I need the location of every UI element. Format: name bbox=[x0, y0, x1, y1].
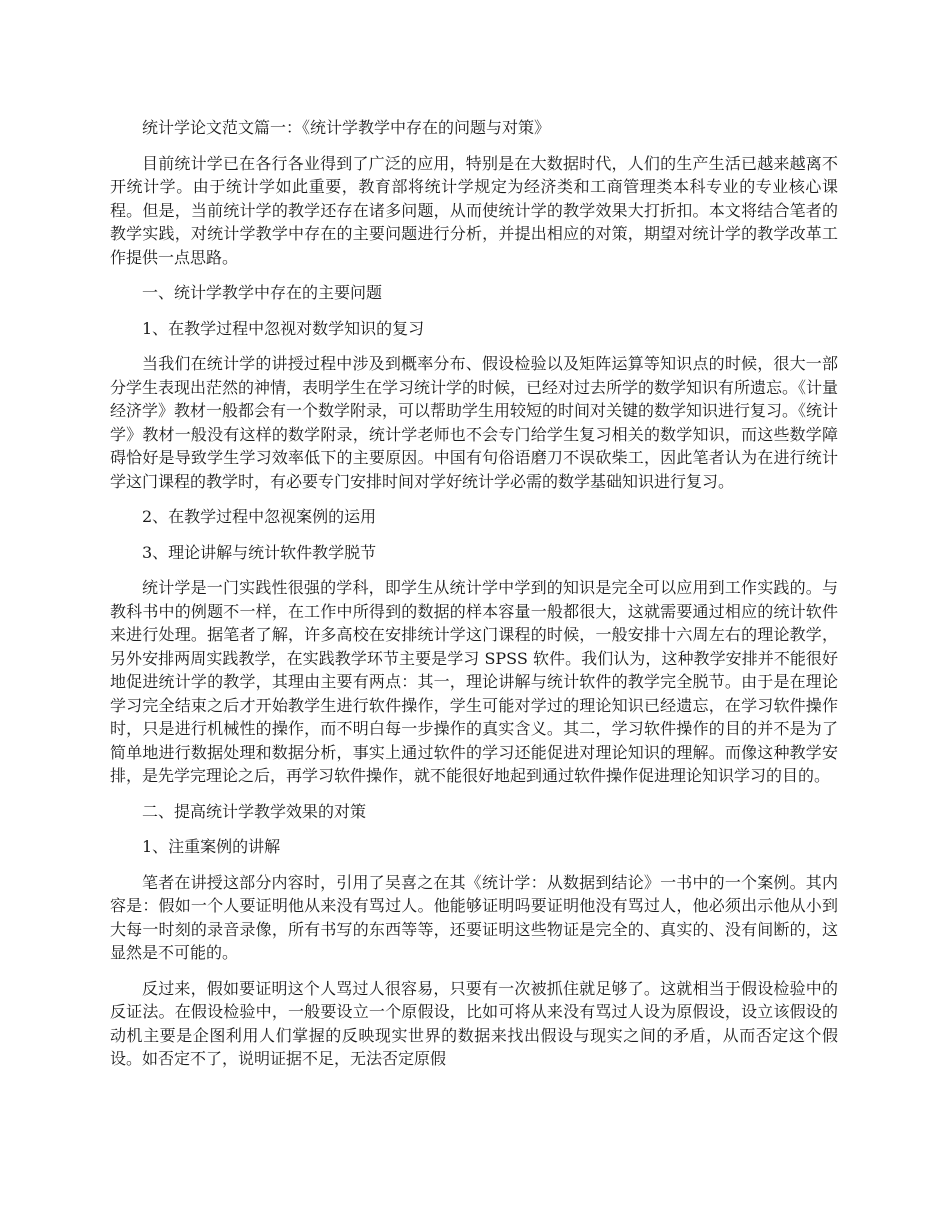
subsection-heading: 1、注重案例的讲解 bbox=[142, 837, 281, 856]
section-heading: 一、统计学教学中存在的主要问题 bbox=[142, 283, 383, 302]
body-paragraph: 反过来，假如要证明这个人骂过人很容易，只要有一次被抓住就足够了。这就相当于假设检验中的反证法。在假设检验中，一般要设立一个原假设，比如可将从来没有骂过人设为原假设，设立该假设的动机主要是企图利用人们掌握的反映现实世界的数据来找出假设与现实之间的矛盾，从而否定这个假设。如否定不了，说明证据不足，无法否定原假 bbox=[110, 978, 838, 1068]
subsection-heading: 1、在教学过程中忽视对数学知识的复习 bbox=[142, 318, 425, 338]
body-paragraph: 统计学是一门实践性很强的学科，即学生从统计学中学到的知识是完全可以应用到工作实践的。与教科书中的例题不一样，在工作中所得到的数据的样本容量一般都很大，这就需要通过相应的统计软件来进行处理。据笔者了解，许多高校在安排统计学这门课程的时候，一般安排十六周左右的理论教学，另外安排两周实践教学，在实践教学环节主要是学习 SPSS 软件。我们认为，这种教学安排并不能很好地促进统计学的教学，其理由主要有两点：其一，理论讲解与统计软件的教学完全脱节。由于是在理论学习完全结束之后才开始教学生进行软件操作，学生可能对学过的理论知识已经遗忘，在学习软件操作时，只是进行机械性的操作，而不明白每一步操作的真实含义。其二，学习软件操作的目的并不是为了简单地进行数据处理和数据分析，事实上通过软件的学习还能促进对理论知识的理解。而像这种教学安排，是先学完理论之后，再学习软件操作，就不能很好地起到通过软件操作促进理论知识学习的目的。 bbox=[110, 578, 838, 785]
body-paragraph: 当我们在统计学的讲授过程中涉及到概率分布、假设检验以及矩阵运算等知识点的时候，很大一部分学生表现出茫然的神情，表明学生在学习统计学的时候，已经对过去所学的数学知识有所遗忘。《计量经济学》教材一般都会有一个数学附录，可以帮助学生用较短的时间对关键的数学知识进行复习。《统计学》教材一般没有这样的数学附录，统计学老师也不会专门给学生复习相关的数学知识，而这些数学障碍恰好是导致学生学习效率低下的主要原因。中国有句俗语磨刀不误砍柴工，因此笔者认为在进行统计学这门课程的教学时，有必要专门安排时间对学好统计学必需的数学基础知识进行复习。 bbox=[110, 354, 839, 491]
document-body bbox=[110, 116, 838, 1083]
subsection-heading: 2、在教学过程中忽视案例的运用 bbox=[142, 507, 377, 526]
section-heading: 二、提高统计学教学效果的对策 bbox=[142, 801, 367, 821]
body-paragraph: 笔者在讲授这部分内容时，引用了吴喜之在其《统计学：从数据到结论》一书中的一个案例。其内容是：假如一个人要证明他从来没有骂过人。他能够证明吗要证明他没有骂过人，他必须出示他从小到大每一时刻的录音录像，所有书写的东西等等，还要证明这些物证是完全的、真实的、没有间断的，这显然是不可能的。 bbox=[110, 872, 838, 962]
body-paragraph: 目前统计学已在各行各业得到了广泛的应用，特别是在大数据时代，人们的生产生活已越来越离不开统计学。由于统计学如此重要，教育部将统计学规定为经济类和工商管理类本科专业的专业核心课程。但是，当前统计学的教学还存在诸多问题，从而使统计学的教学效果大打折扣。本文将结合笔者的教学实践，对统计学教学中存在的主要问题进行分析，并提出相应的对策，期望对统计学的教学改革工作提供一点思路。 bbox=[110, 153, 838, 267]
subsection-heading: 3、理论讲解与统计软件教学脱节 bbox=[142, 542, 377, 562]
document-title: 统计学论文范文篇一：《统计学教学中存在的问题与对策》 bbox=[142, 118, 551, 137]
